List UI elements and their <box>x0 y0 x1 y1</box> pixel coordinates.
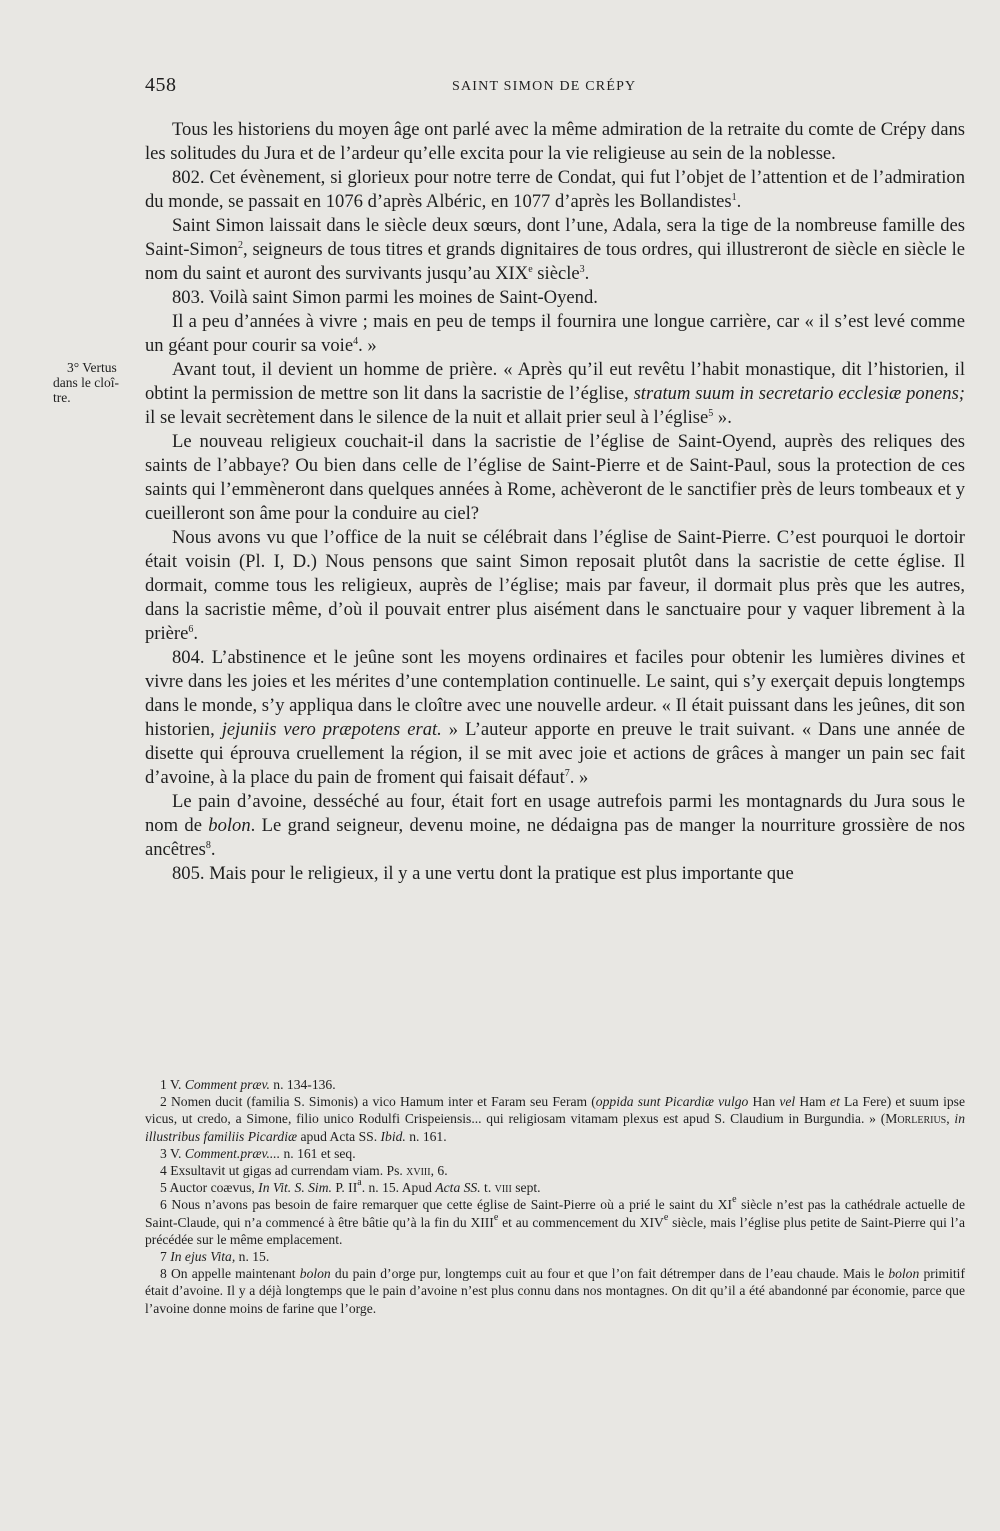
paragraph: Saint Simon laissait dans le siècle deux sœurs, dont l’une, Adala, sera la tige de la nombreuse famille des Saint-Simon$^2$, seigneurs de tous titres et grands dignitaires de tous ordres, qui illustreront de siècle en siècle le nom du saint et auront des survivants jusqu’au XIXe siècle$^3$. <box>145 215 965 284</box>
footnote-4: 4 Exsultavit ut gigas ad currendam viam. Ps. xviii, 6. <box>160 1163 448 1179</box>
margin-note <box>53 360 148 405</box>
running-title: SAINT SIMON DE CRÉPY <box>452 79 637 94</box>
footnote-2: 2 Nomen ducit (familia S. Simonis) a vico Hamum inter et Faram seu Feram (oppida sunt Picardiæ vulgo Han vel Ham et La Fere) et suum ipse vicus, ut credo, a Simone, filio unico Rodulfi Crispeiensis... qui religiosam vitamam plexus est apud S. Claudium in Burgundia. » (Morlerius, in illustribus familiis Picardiæ apud Acta SS. Ibid. n. 161. <box>145 1094 965 1144</box>
paragraph: Le nouveau religieux couchait-il dans la sacristie de l’église de Saint-Oyend, auprès des reliques des saints de l’abbaye? Ou bien dans celle de l’église de Saint-Pierre et de Saint-Paul, sous la protection de ces saints qui l’emmèneront dans quelques années à Rome, achèveront de le sanctifier près de leurs tombeaux et y cueilleront son âme pour la conduire au ciel? <box>145 431 965 524</box>
paragraph-803: 803. Voilà saint Simon parmi les moines de Saint-Oyend. <box>172 287 598 308</box>
margin-note-line: 3° Vertus <box>67 360 117 375</box>
footnote-7: 7 In ejus Vita, n. 15. <box>160 1249 270 1265</box>
paragraph: Le pain d’avoine, desséché au four, était fort en usage autrefois parmi les montagnards du Jura sous le nom de bolon. Le grand seigneur, devenu moine, ne dédaigna pas de manger la nourriture grossière de nos ancêtres$^8$. <box>145 791 965 860</box>
paragraph-802: 802. Cet évènement, si glorieux pour notre terre de Condat, qui fut l’objet de l’attention et de l’admiration du monde, se passait en 1076 d’après Albéric, en 1077 d’après les Bollandistes$^1$. <box>145 167 965 212</box>
paragraph: Tous les historiens du moyen âge ont parlé avec la même admiration de la retraite du comte de Crépy dans les solitudes du Jura et de l’ardeur qu’elle excita pour la vie religieuse au sein de la noblesse. <box>145 119 965 164</box>
footnotes <box>145 1076 965 1317</box>
footnote-8: 8 On appelle maintenant bolon du pain d’orge pur, longtemps cuit au four et que l’on fait détremper dans de l’eau chaude. Mais le bolon primitif était d’avoine. Il y a déjà longtemps que le pain d’avoine n’est plus connu dans nos montagnes. On dit qu’il a été abandonné par économie, parce que l’avoine donne moins de farine que l’orge. <box>145 1266 965 1316</box>
paragraph: Avant tout, il devient un homme de prière. « Après qu’il eut revêtu l’habit monastique, dit l’historien, il obtint la permission de mettre son lit dans la sacristie de l’église, stratum suum in secretario ecclesiæ ponens; il se levait secrètement dans le silence de la nuit et allait prier seul à l’église$^5$ ». <box>145 359 965 428</box>
footnote-6: 6 Nous n’avons pas besoin de faire remarquer que cette église de Saint-Pierre où a prié le saint du XIe siècle n’est pas la cathédrale actuelle de Saint-Claude, qui n’a commencé à être bâtie qu’à la fin du XIIIe et au commencement du XIVe siècle, mais l’église plus petite de Saint-Pierre qui l’a précédée sur le même emplacement. <box>145 1194 965 1247</box>
margin-note-line: dans le cloî- <box>53 375 119 390</box>
margin-note-line: tre. <box>53 390 71 405</box>
footnote-5: 5 Auctor coævus, In Vit. S. Sim. P. $II^a$. n. 15. Apud Acta SS. t. viii sept. <box>160 1177 541 1196</box>
page-number: 458 <box>145 74 177 96</box>
paragraph: Nous avons vu que l’office de la nuit se célébrait dans l’église de Saint-Pierre. C’est pourquoi le dortoir était voisin (Pl. I, D.) Nous pensons que saint Simon reposait plutôt dans la sacristie de cette église. Il dormait, comme tous les religieux, auprès de l’église; mais par faveur, il dormait plus près que les autres, dans la sacristie même, d’où il pouvait entrer plus aisément dans le sanctuaire pour y vaquer librement à la prière$^6$. <box>145 527 965 644</box>
footnote-3: 3 V. Comment.præv.... n. 161 et seq. <box>160 1145 356 1161</box>
main-text <box>145 118 965 886</box>
footnote-1: 1 V. Comment præv. n. 134-136. <box>160 1077 336 1092</box>
paragraph: Il a peu d’années à vivre ; mais en peu de temps il fournira une longue carrière, car « il s’est levé comme un géant pour courir sa voie$^4$. » <box>145 311 965 356</box>
paragraph-804: 804. L’abstinence et le jeûne sont les moyens ordinaires et faciles pour obtenir les lumières divines et vivre dans les joies et les mérites d’une contemplation continuelle. Le saint, qui s’y exerçait depuis longtemps dans le monde, s’y appliqua dans le cloître avec une nouvelle ardeur. « Il était puissant dans les jeûnes, dit son historien, jejuniis vero præpotens erat. » L’auteur apporte en preuve le trait suivant. « Dans une année de disette qui éprouva cruellement la région, il se mit avec joie et actions de grâces à manger un pain sec fait d’avoine, à la place du pain de froment qui faisait défaut$^7$. » <box>145 647 965 788</box>
paragraph-805: 805. Mais pour le religieux, il y a une vertu dont la pratique est plus importante que <box>172 863 794 884</box>
